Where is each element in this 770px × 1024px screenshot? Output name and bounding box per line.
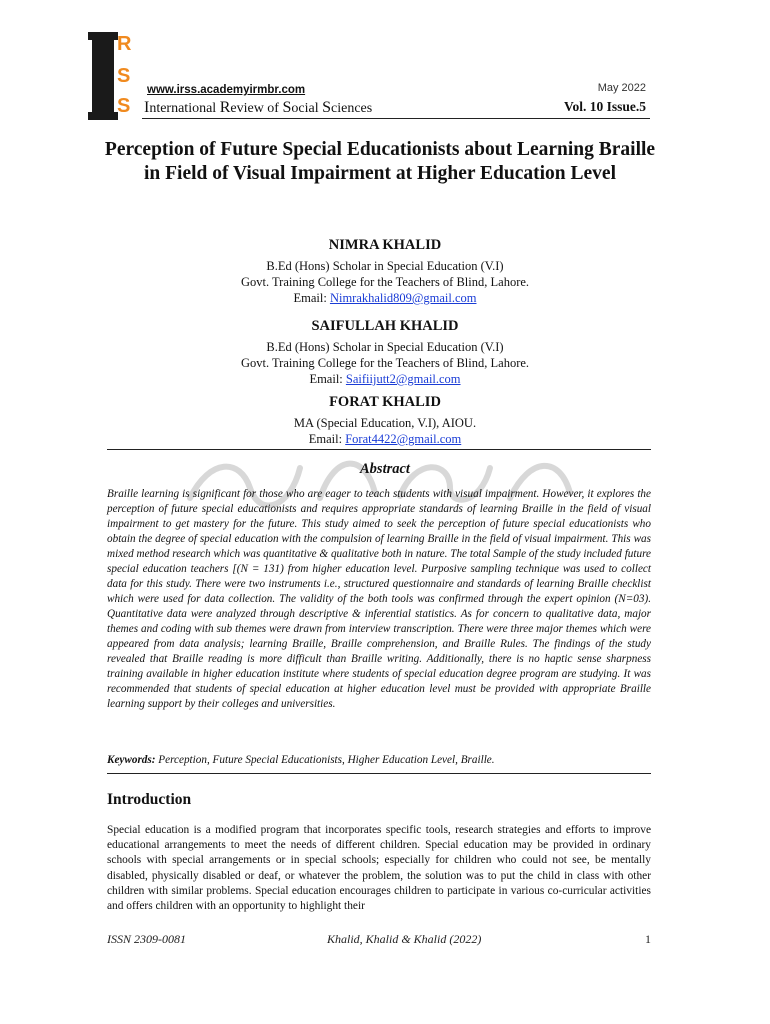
author-affiliation: [0, 415, 770, 447]
author-email-link[interactable]: Forat4422@gmail.com: [345, 432, 462, 446]
paper-title: Perception of Future Special Educationists about Learning Braille in Field of Visual Impairment at Higher Education Level: [104, 139, 656, 184]
author-affiliation: [0, 258, 770, 306]
journal-name-part: eview of: [230, 101, 283, 116]
journal-url-link[interactable]: www.irss.academyirmbr.com: [147, 84, 306, 96]
author-email-line: [0, 371, 770, 387]
email-label: Email:: [308, 432, 346, 446]
footer-issn: ISSN 2309-0081: [107, 932, 186, 946]
author-name: NIMRA KHALID: [328, 237, 442, 253]
logo-serif-bottom: [88, 112, 118, 120]
journal-logo: [92, 30, 142, 122]
header-divider: [142, 118, 650, 119]
author-name: SAIFULLAH KHALID: [311, 318, 459, 334]
journal-name: [144, 99, 372, 117]
issue-date: May 2022: [597, 82, 646, 94]
affiliation-line: MA (Special Education, V.I), AIOU.: [293, 416, 477, 430]
abstract-body: Braille learning is significant for those who are eager to teach students with visual impairment. However, it explores the perception of future special educationists and requires appropriate standards of learning Braille in the field of visual impairment to get mastery for the future. This study aimed to seek the perception of future special educationists who obtain the degree of special education with the compulsion of learning Braille in the field of visual impairment. This was mixed method research which was quantitative & qualitative both in nature. The total Sample of the study included future special education teachers [(N = 131) from higher education level. Purposive sampling technique was used to collect data for this study. There were two instruments i.e., structured questionnaire and standards of learning Braille checklist which were used for data collection. The validity of the both tools was confirmed through the expert opinion (N=03). Quantitative data were analyzed through descriptive & inferential statistics. As for concern to qualitative data, major themes and coding with sub themes were drawn from interview transcription. There were three major themes which were appeared from data analysis; learning Braille, Braille comprehension, and Braille Rules. The findings of the study revealed that Braille reading is more difficult than Braille writing. Additionally, there is no haptic sense sharpness training available in higher education institute where students of special education degree program are studying. It was recommended that students of special education at higher education level must be provided with appropriate Braille learning support by their colleges and universities.: [107, 488, 651, 710]
affiliation-line: Govt. Training College for the Teachers of Blind, Lahore.: [240, 356, 530, 370]
author-email-line: [0, 290, 770, 306]
page-number: 1: [645, 932, 651, 946]
introduction-body: Special education is a modified program that incorporates specific tools, research strategies and efforts to improve educational arrangements to meet the needs of different children. Special education may be provided in ordinary schools with special arrangements or in special schools; especially for children who could not see, be mentally disabled, physically disabled or deaf, or whatever the problem, the solution was to put the child in class with other children with similar problems. Special education encourages children to participate in various co-curricular activities and offers children with an opportunity to highlight their: [107, 824, 651, 913]
journal-name-part: ocial: [291, 101, 323, 116]
keywords-line: [107, 754, 651, 766]
logo-letter-s1: S: [117, 65, 131, 87]
keywords-label: Keywords:: [107, 754, 156, 766]
keywords-text: Perception, Future Special Educationists, Higher Education Level, Braille.: [155, 754, 495, 766]
logo-letter-r: R: [117, 33, 132, 55]
author-email-link[interactable]: Nimrakhalid809@gmail.com: [329, 291, 477, 305]
logo-letter-s2: S: [117, 95, 131, 117]
journal-name-initial: R: [219, 99, 231, 116]
introduction-heading: Introduction: [107, 791, 192, 808]
journal-name-initial: S: [282, 99, 292, 116]
affiliation-line: B.Ed (Hons) Scholar in Special Education (V.I): [266, 259, 504, 273]
footer-citation: Khalid, Khalid & Khalid (2022): [327, 932, 482, 946]
author-email-link[interactable]: Saifiijutt2@gmail.com: [345, 372, 461, 386]
abstract-heading: Abstract: [360, 461, 410, 477]
journal-name-initial: I: [144, 99, 150, 116]
author-affiliation: [0, 339, 770, 387]
email-label: Email:: [293, 291, 330, 305]
author-name: FORAT KHALID: [329, 394, 441, 410]
affiliation-line: B.Ed (Hons) Scholar in Special Education (V.I): [266, 340, 504, 354]
author-email-line: [0, 431, 770, 447]
keywords-divider: [107, 773, 651, 774]
logo-letter-i: [92, 34, 114, 118]
journal-name-part: nternational: [149, 101, 220, 116]
email-label: Email:: [309, 372, 346, 386]
journal-name-initial: S: [322, 99, 331, 116]
journal-name-part: ciences: [331, 101, 373, 116]
affiliation-line: Govt. Training College for the Teachers of Blind, Lahore.: [240, 275, 530, 289]
volume-issue: Vol. 10 Issue.5: [563, 99, 646, 114]
logo-serif-top: [88, 32, 118, 40]
abstract-top-divider: [107, 449, 651, 450]
